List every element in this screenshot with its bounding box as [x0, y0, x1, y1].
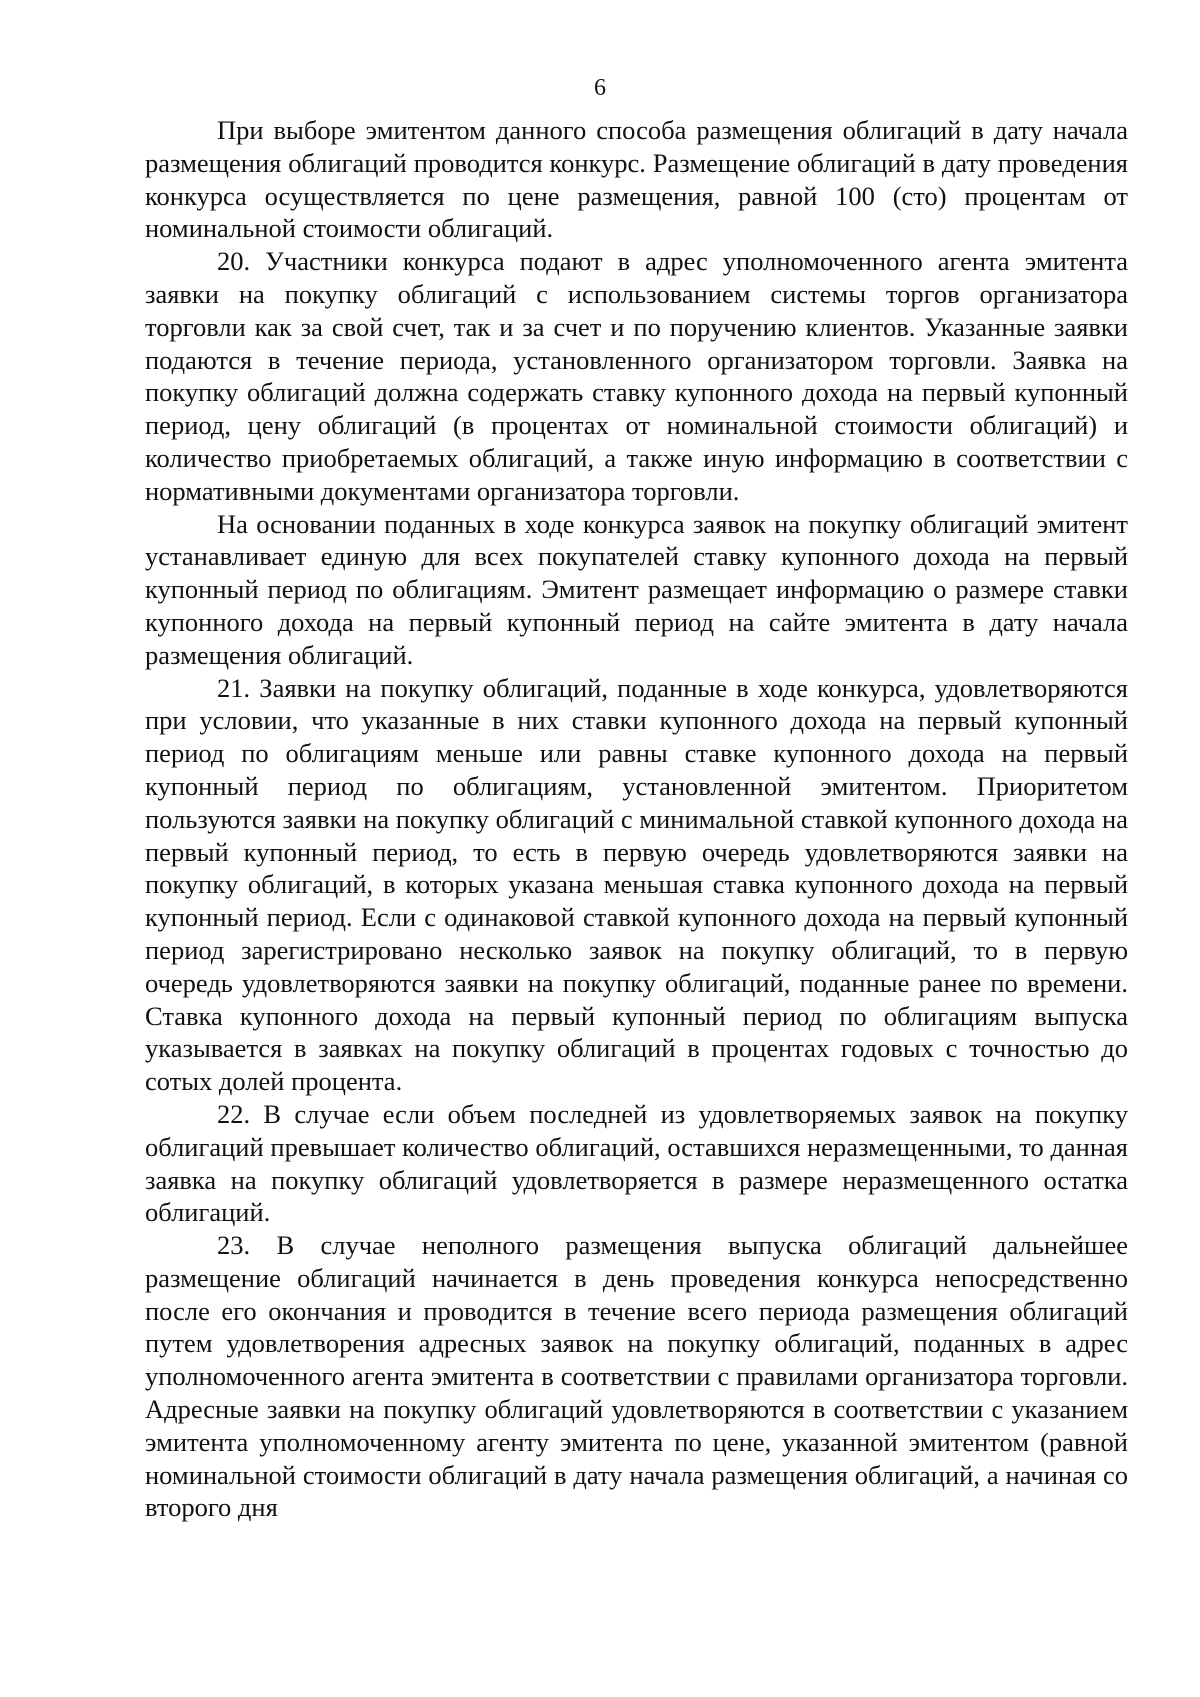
- paragraph-placement-method: При выборе эмитентом данного способа размещения облигаций в дату начала размещения облигаций проводится конкурс. Размещение облигаций в дату проведения конкурса осуществляется по цене размещения, равной 100 (сто) процентам от номинальной стоимости облигаций.: [145, 115, 1128, 244]
- paragraph-21-bid-satisfaction: 21. Заявки на покупку облигаций, поданные в ходе конкурса, удовлетворяются при условии, что указанные в них ставки купонного дохода на первый купонный период по облигациям меньше или равны ставке купонного дохода на первый купонный период по облигациям, установленной эмитентом. Приоритетом пользуются заявки на покупку облигаций с минимальной ставкой купонного дохода на первый купонный период, то есть в первую очередь удовлетворяются заявки на покупку облигаций, в которых указана меньшая ставка купонного дохода на первый купонный период. Если с одинаковой ставкой купонного дохода на первый купонный период зарегистрировано несколько заявок на покупку облигаций, то в первую очередь удовлетворяются заявки на покупку облигаций, поданные ранее по времени. Ставка купонного дохода на первый купонный период по облигациям выпуска указывается в заявках на покупку облигаций в процентах годовых с точностью до сотых долей процента.: [145, 672, 1128, 1097]
- paragraph-coupon-rate-setting: На основании поданных в ходе конкурса заявок на покупку облигаций эмитент устанавливает единую для всех покупателей ставку купонного дохода на первый купонный период по облигациям. Эмитент размещает информацию о размере ставки купонного дохода на первый купонный период на сайте эмитента в дату начала размещения облигаций.: [145, 508, 1128, 670]
- paragraph-22-last-bid: 22. В случае если объем последней из удовлетворяемых заявок на покупку облигаций превышает количество облигаций, оставшихся неразмещенными, то данная заявка на покупку облигаций удовлетворяется в размере неразмещенного остатка облигаций.: [145, 1098, 1128, 1228]
- paragraph-20-auction-bids: 20. Участники конкурса подают в адрес уполномоченного агента эмитента заявки на покупку облигаций с использованием системы торгов организатора торговли как за свой счет, так и за счет и по поручению клиентов. Указанные заявки подаются в течение периода, установленного организатором торговли. Заявка на покупку облигаций должна содержать ставку купонного дохода на первый купонный период, цену облигаций (в процентах от номинальной стоимости облигаций) и количество приобретаемых облигаций, а также иную информацию в соответствии с нормативными документами организатора торговли.: [145, 246, 1128, 506]
- body-text: [145, 114, 1128, 1524]
- paragraph-23-incomplete-placement: 23. В случае неполного размещения выпуска облигаций дальнейшее размещение облигаций начинается в день проведения конкурса непосредственно после его окончания и проводится в течение всего периода размещения облигаций путем удовлетворения адресных заявок на покупку облигаций, поданных в адрес уполномоченного агента эмитента в соответствии с правилами организатора торговли. Адресные заявки на покупку облигаций удовлетворяются в соответствии с указанием эмитента уполномоченному агенту эмитента по цене, указанной эмитентом (равной номинальной стоимости облигаций в дату начала размещения облигаций, а начиная со второго дня: [145, 1230, 1128, 1523]
- page-number: 6: [594, 75, 606, 101]
